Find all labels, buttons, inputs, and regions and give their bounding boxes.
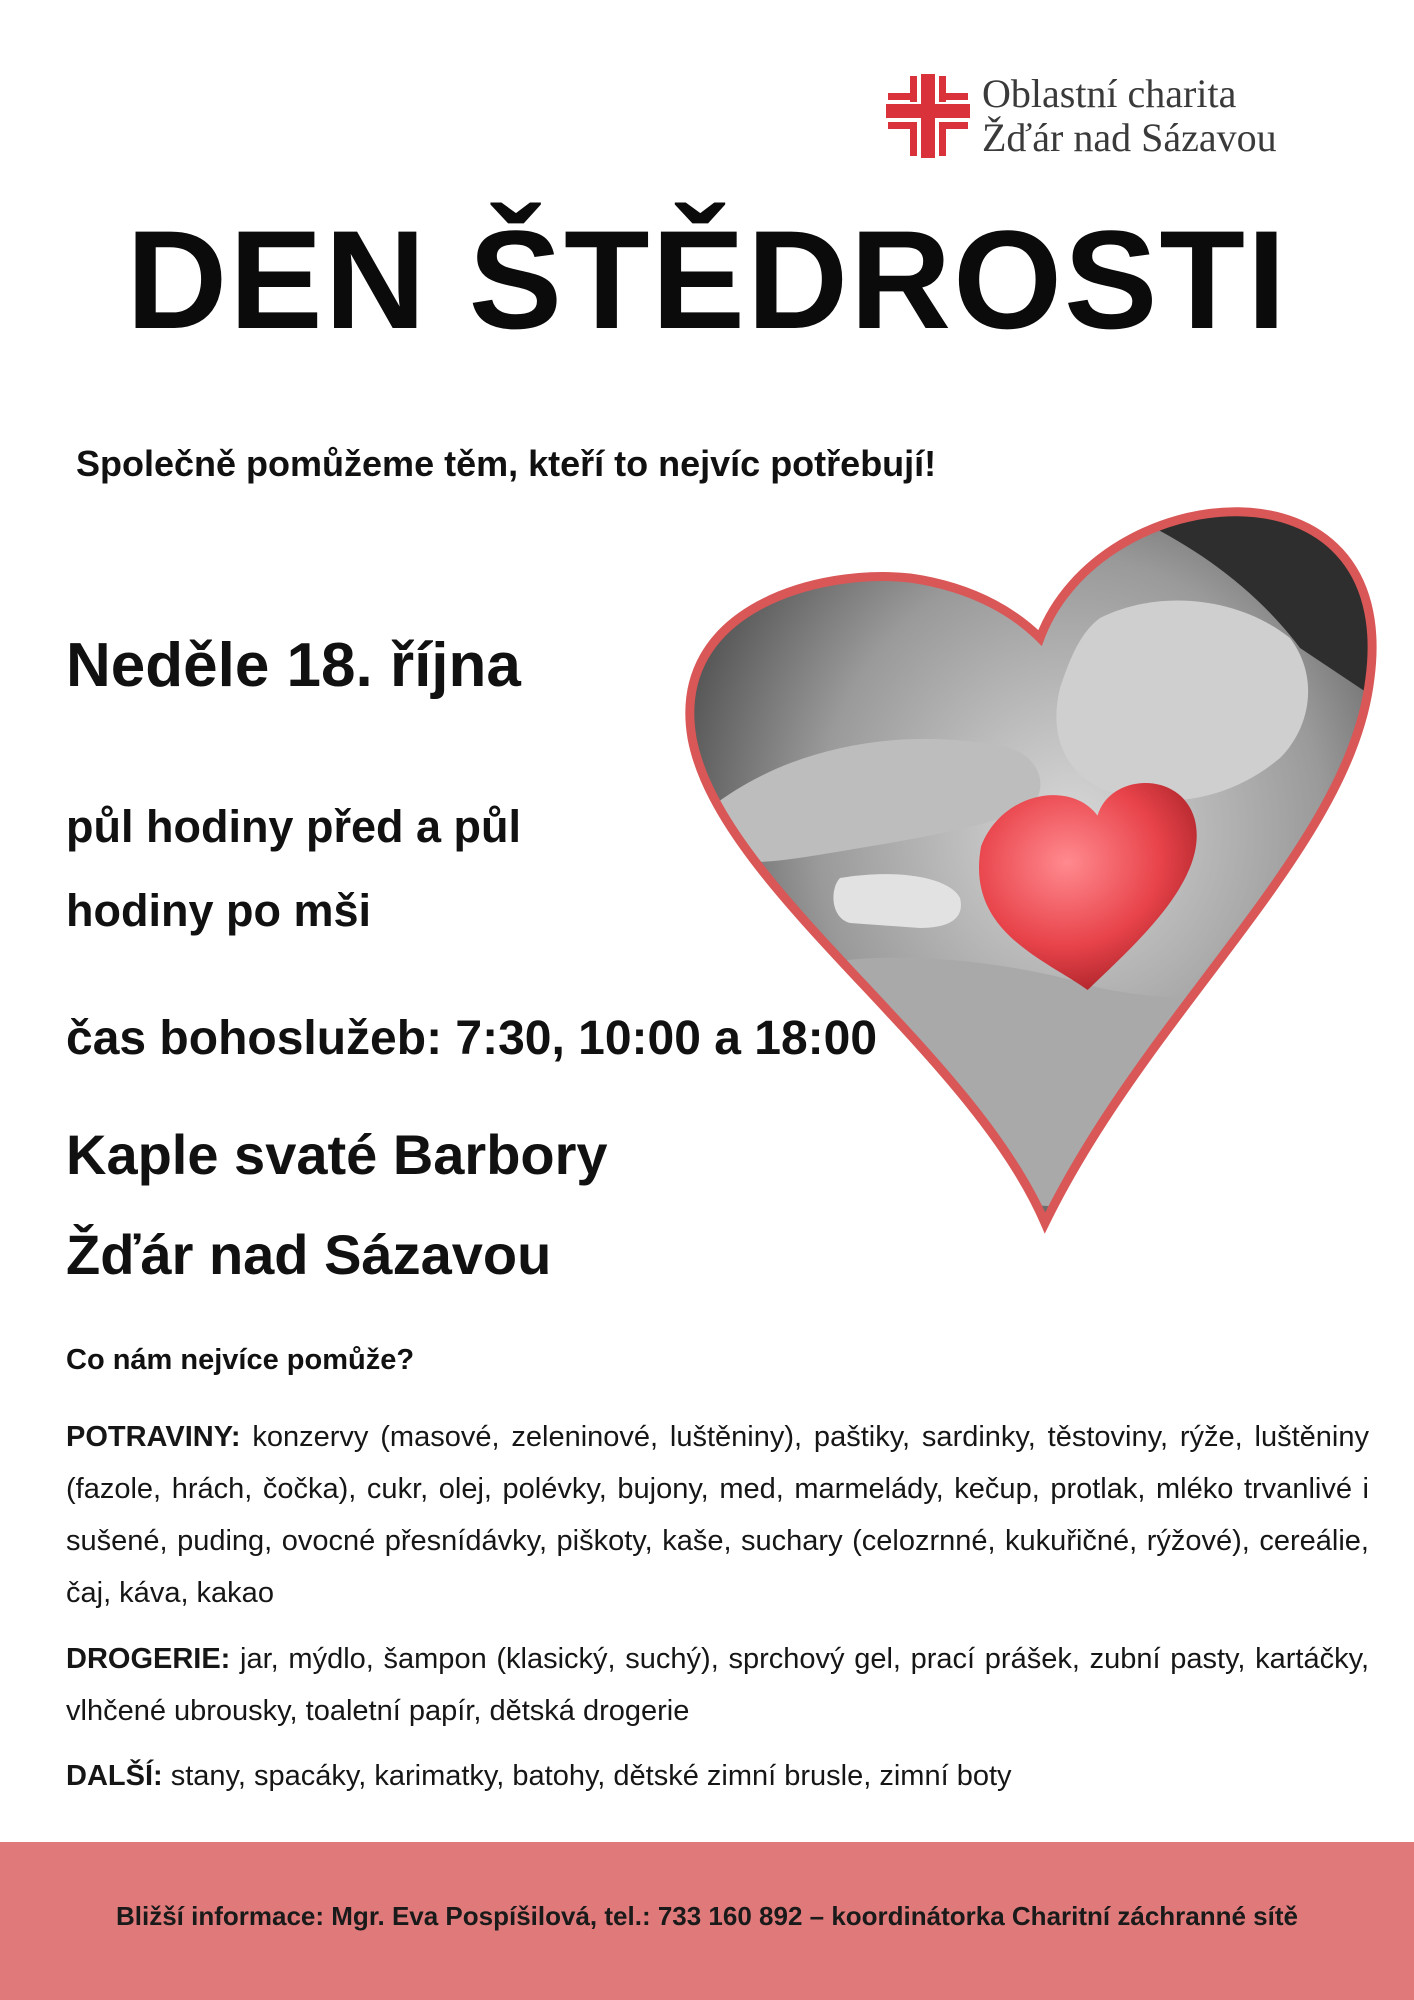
event-date: Neděle 18. října: [66, 631, 521, 700]
category-text: konzervy (masové, zeleninové, luštěniny), paštiky, sardinky, těstoviny, rýže, luštěniny (fazole, hrách, čočka), cukr, olej, polévky, bujony, med, marmelády, kečup, protlak, mléko trvanlivé i sušené, puding, ovocné přesnídávky, piškoty, kaše, suchary (celozrnné, kukuřičné, rýžové), cereálie, čaj, káva, kakao: [66, 1421, 1369, 1609]
help-question: Co nám nejvíce pomůže?: [66, 1344, 415, 1376]
category-label: POTRAVINY:: [66, 1421, 241, 1453]
logo-text: [982, 72, 1277, 160]
category-label: DROGERIE:: [66, 1643, 231, 1675]
subtitle: Společně pomůžeme těm, kteří to nejvíc potřebují!: [76, 443, 937, 484]
category-other: [66, 1750, 1369, 1802]
caritas-cross-icon: [886, 74, 970, 158]
category-food: [66, 1411, 1369, 1619]
event-place-line-2: Žďár nad Sázavou: [66, 1223, 552, 1286]
charity-logo: [886, 72, 1346, 162]
category-label: DALŠÍ:: [66, 1760, 163, 1792]
page-title: DEN ŠTĚDROSTI: [126, 201, 1288, 358]
category-text: stany, spacáky, karimatky, batohy, dětské zimní brusle, zimní boty: [170, 1760, 1012, 1792]
logo-line-2: Žďár nad Sázavou: [982, 115, 1277, 160]
logo-line-1: Oblastní charita: [982, 71, 1237, 116]
event-place-line-1: Kaple svaté Barbory: [66, 1123, 608, 1186]
footer-bar: [0, 1842, 1414, 2000]
category-text: jar, mýdlo, šampon (klasický, suchý), sprchový gel, prací prášek, zubní pasty, kartáčky, vlhčené ubrousky, toaletní papír, dětská drogerie: [66, 1643, 1369, 1727]
service-times: čas bohoslužeb: 7:30, 10:00 a 18:00: [66, 1012, 878, 1065]
heart-hands-image: [680, 488, 1390, 1248]
event-when-line-2: hodiny po mši: [66, 885, 372, 936]
footer-contact: Bližší informace: Mgr. Eva Pospíšilová, tel.: 733 160 892 – koordinátorka Charitní záchranné sítě: [116, 1901, 1298, 1931]
event-when-line-1: půl hodiny před a půl: [66, 801, 521, 852]
category-drugstore: [66, 1633, 1369, 1737]
